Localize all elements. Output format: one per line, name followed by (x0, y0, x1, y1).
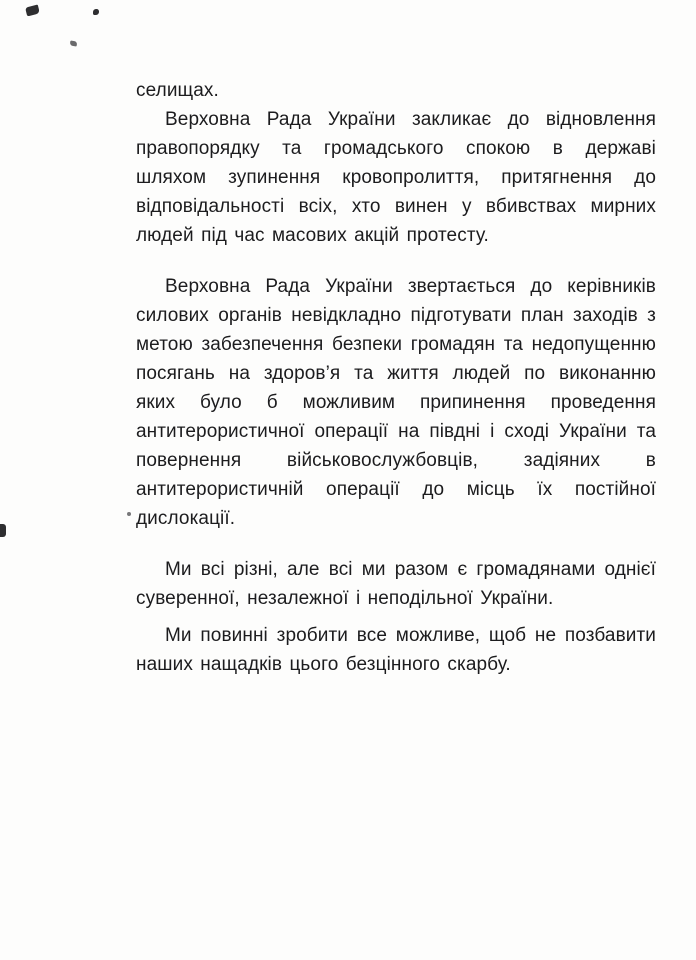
scan-artifact (127, 512, 131, 516)
paragraph-my-povynni: Ми повинні зробити все можливе, щоб не позбавити наших нащадків цього безцінного скарбу. (136, 625, 656, 675)
scan-artifact (25, 5, 40, 17)
scan-artifact (93, 9, 99, 15)
scan-artifact (70, 40, 78, 46)
document-body (136, 76, 656, 679)
paragraph-rada-zaklykaie: Верховна Рада України закликає до відновлення правопорядку та громадського спокою в державі шляхом зупинення кровопролиття, притягнення до відповідальності всіх, хто винен у вбивствах мирних людей під час масових акцій протесту. (136, 109, 656, 246)
paragraph-fragment-selyshchakh: селищах. (136, 80, 219, 101)
paragraph-rada-zvertaietsia: Верховна Рада України звертається до керівників силових органів невідкладно підготувати план заходів з метою забезпечення безпеки громадян та недопущенню посягань на здоров’я та життя людей по виконанню яких було б можливим припинення проведення антитерористичної операції на півдні і сході України та повернення військовослужбовців, задіяних в антитерористичній операції до місць їх постійної дислокації. (136, 276, 656, 529)
paragraph-my-vsi-rizni: Ми всі різні, але всі ми разом є громадянами однієї суверенної, незалежної і неподільної України. (136, 559, 656, 609)
scan-artifact (0, 524, 6, 537)
